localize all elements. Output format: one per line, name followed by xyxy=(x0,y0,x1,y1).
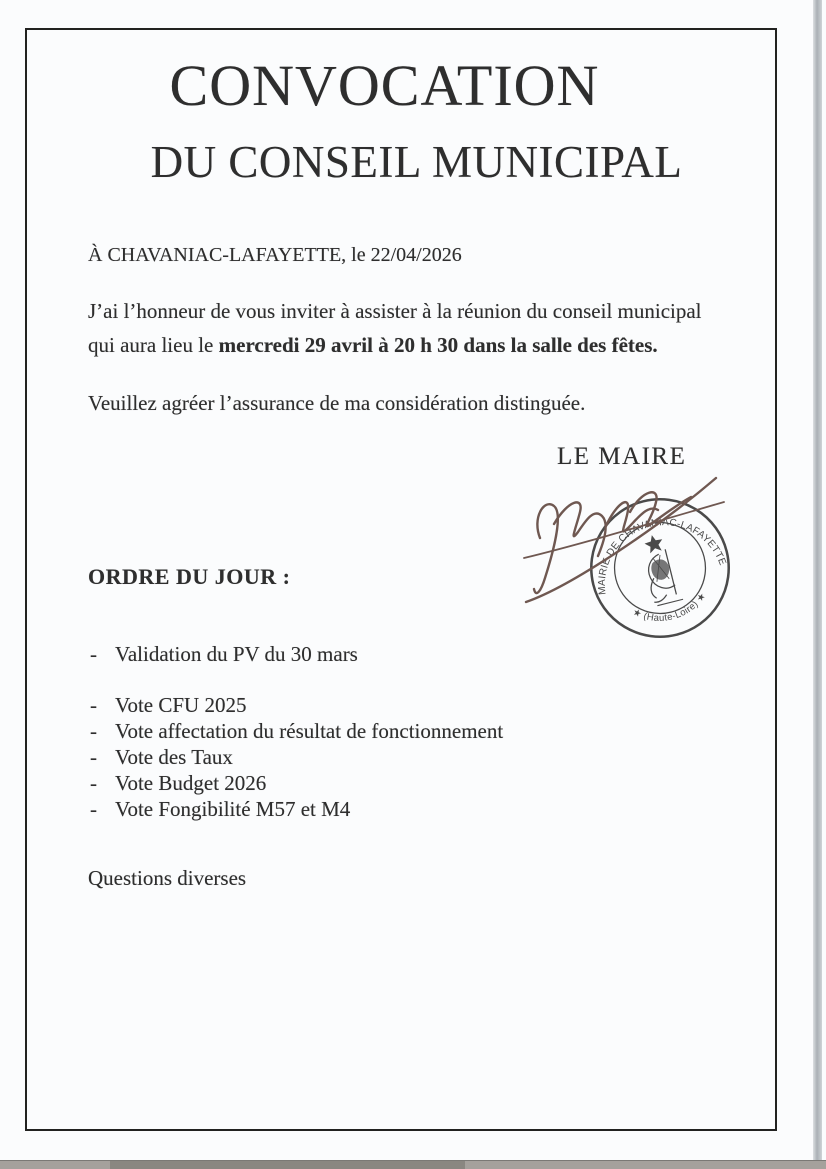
stamp-text-bottom: ★ (Haute-Loire) ★ xyxy=(630,590,709,624)
agenda-item xyxy=(90,692,503,718)
list-dash: - xyxy=(90,719,97,743)
meeting-datetime-bold: mercredi 29 avril à 20 h 30 dans la salle des fêtes. xyxy=(218,333,658,357)
agenda-item xyxy=(90,718,503,744)
scan-edge-artifact-bottom-dark xyxy=(110,1161,465,1169)
list-dash: - xyxy=(90,797,97,821)
agenda-item xyxy=(90,770,503,796)
agenda-item-text: Vote affectation du résultat de fonctionnement xyxy=(115,719,504,743)
agenda-footer: Questions diverses xyxy=(88,866,247,890)
handwritten-signature-icon xyxy=(510,460,742,620)
agenda-list xyxy=(90,641,503,822)
invitation-line-1: J’ai l’honneur de vous inviter à assister à la réunion du conseil municipal xyxy=(88,299,702,323)
invitation-line-2-prefix: qui aura lieu le xyxy=(88,333,219,357)
document-title: CONVOCATION xyxy=(169,53,600,118)
agenda-item xyxy=(90,796,503,822)
document-subtitle: DU CONSEIL MUNICIPAL xyxy=(150,137,683,187)
scan-edge-artifact-right xyxy=(813,0,822,1169)
agenda-item-text: Vote Budget 2026 xyxy=(115,771,267,795)
signatory-title: LE MAIRE xyxy=(557,443,687,470)
scan-edge-artifact-bottom xyxy=(0,1160,826,1169)
invitation-line-2 xyxy=(88,333,658,358)
list-dash: - xyxy=(90,745,97,769)
agenda-item-text: Vote Fongibilité M57 et M4 xyxy=(115,797,351,821)
list-dash: - xyxy=(90,771,97,795)
place-and-date: À CHAVANIAC-LAFAYETTE, le 22/04/2026 xyxy=(88,244,462,266)
agenda-item-text: Vote CFU 2025 xyxy=(115,693,247,717)
agenda-item-text: Validation du PV du 30 mars xyxy=(115,642,358,666)
list-dash: - xyxy=(90,642,97,666)
agenda-heading: ORDRE DU JOUR : xyxy=(88,564,291,589)
stamp-text-top: MAIRIE DE CHAVANIAC-LAFAYETTE xyxy=(596,517,728,596)
agenda-item-text: Vote des Taux xyxy=(115,745,233,769)
agenda-item xyxy=(90,744,503,770)
agenda-item xyxy=(90,641,503,667)
closing-formula: Veuillez agréer l’assurance de ma considération distinguée. xyxy=(88,391,586,415)
list-dash: - xyxy=(90,693,97,717)
